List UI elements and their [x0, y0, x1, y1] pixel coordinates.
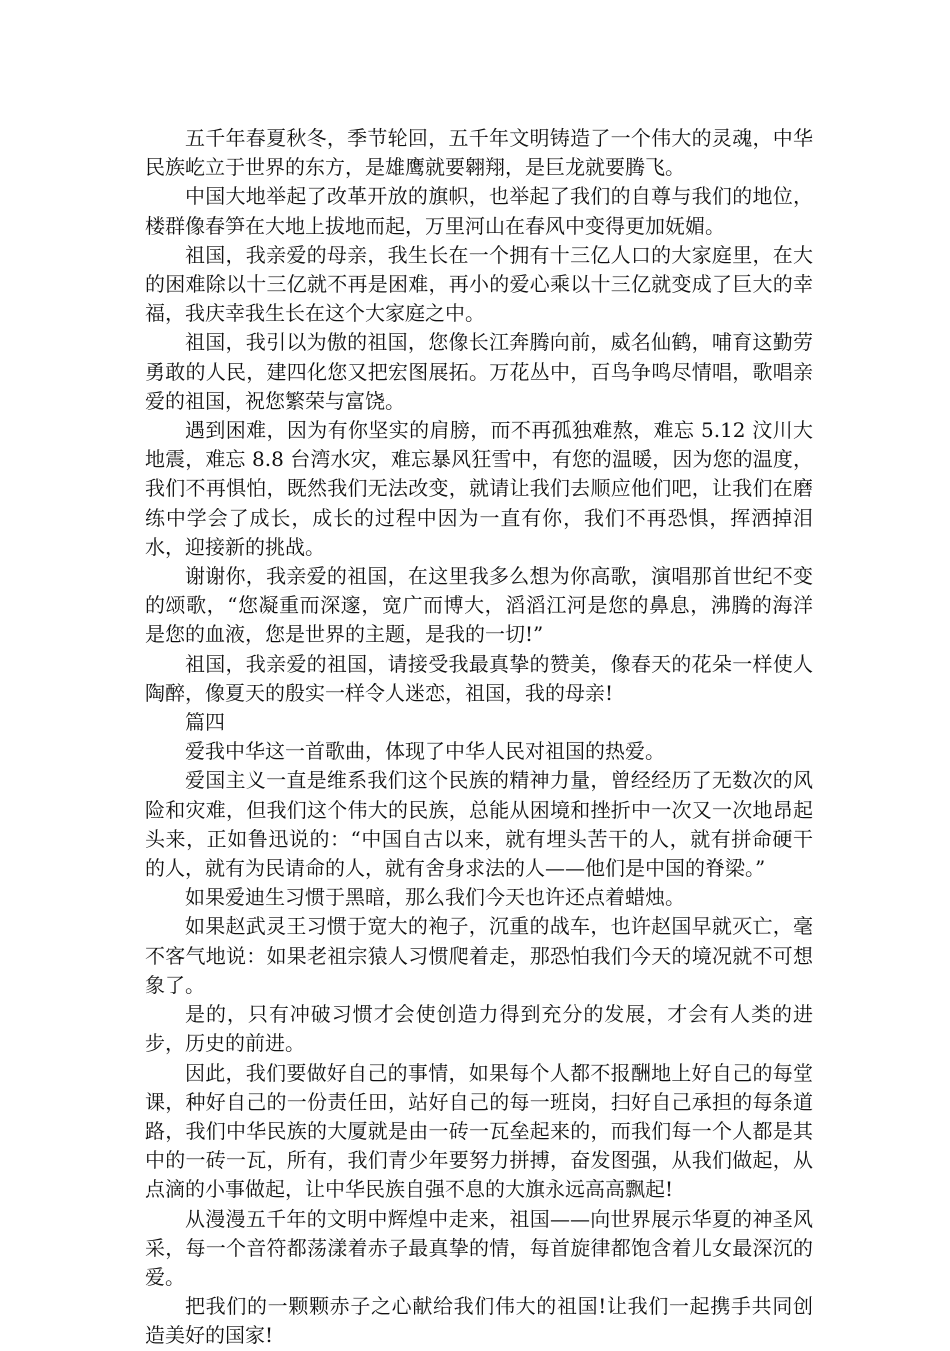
- paragraph: 祖国，我亲爱的祖国，请接受我最真挚的赞美，像春天的花朵一样使人陶醉，像夏天的殷实一样令人迷恋，祖国，我的母亲!: [145, 651, 813, 705]
- paragraph: 如果爱迪生习惯于黑暗，那么我们今天也许还点着蜡烛。: [185, 885, 685, 910]
- paragraph: 祖国，我亲爱的母亲，我生长在一个拥有十三亿人口的大家庭里，在大的困难除以十三亿就不再是困难，再小的爱心乘以十三亿就变成了巨大的幸福，我庆幸我生长在这个大家庭之中。: [145, 242, 813, 326]
- paragraph: 祖国，我引以为傲的祖国，您像长江奔腾向前，威名仙鹤，哺育这勤劳勇敢的人民，建四化您又把宏图展拓。万花丛中，百鸟争鸣尽情唱，歌唱亲爱的祖国，祝您繁荣与富饶。: [145, 330, 813, 413]
- section-heading: 篇四: [185, 710, 225, 735]
- paragraph: 从漫漫五千年的文明中辉煌中走来，祖国——向世界展示华夏的神圣风采，每一个音符都荡漾着赤子最真挚的情，每首旋律都饱含着儿女最深沉的爱。: [145, 1206, 813, 1289]
- paragraph: 五千年春夏秋冬，季节轮回，五千年文明铸造了一个伟大的灵魂，中华民族屹立于世界的东方，是雄鹰就要翱翔，是巨龙就要腾飞。: [145, 126, 813, 180]
- paragraph: 把我们的一颗颗赤子之心献给我们伟大的祖国!让我们一起携手共同创造美好的国家!: [145, 1294, 813, 1348]
- paragraph: 谢谢你，我亲爱的祖国，在这里我多么想为你高歌，演唱那首世纪不变的颂歌，“您凝重而深邃，宽广而博大，滔滔江河是您的鼻息，沸腾的海洋是您的血液，您是世界的主题，是我的一切!”: [145, 564, 813, 647]
- paragraph: 是的，只有冲破习惯才会使创造力得到充分的发展，才会有人类的进步，历史的前进。: [145, 1002, 813, 1056]
- paragraph: 因此，我们要做好自己的事情，如果每个人都不报酬地上好自己的每堂课，种好自己的一份责任田，站好自己的每一班岗，扫好自己承担的每条道路，我们中华民族的大厦就是由一砖一瓦垒起来的，而我们每一个人都是其中的一砖一瓦，所有，我们青少年要努力拼搏，奋发图强，从我们做起，从点滴的小事做起，让中华民族自强不息的大旗永远高高飘起!: [145, 1060, 813, 1202]
- paragraph: 如果赵武灵王习惯于宽大的袍子，沉重的战车，也许赵国早就灭亡，毫不客气地说：如果老祖宗猿人习惯爬着走，那恐怕我们今天的境况就不可想象了。: [145, 914, 813, 997]
- paragraph: 爱国主义一直是维系我们这个民族的精神力量，曾经经历了无数次的风险和灾难，但我们这个伟大的民族，总能从困境和挫折中一次又一次地昂起头来，正如鲁迅说的：“中国自古以来，就有埋头苦干的人，就有拼命硬干的人，就有为民请命的人，就有舍身求法的人——他们是中国的脊梁。”: [145, 768, 813, 881]
- document-body: [145, 124, 813, 1351]
- paragraph: 遇到困难，因为有你坚实的肩膀，而不再孤独难熬，难忘 5.12 汶川大地震，难忘 8.8 台湾水灾，难忘暴风狂雪中，有您的温暖，因为您的温度，我们不再惧怕，既然我们无法改变，就请让我们去顺应他们吧，让我们在磨练中学会了成长，成长的过程中因为一直有你，我们不再恐惧，挥洒掉泪水，迎接新的挑战。: [145, 418, 813, 559]
- paragraph: 中国大地举起了改革开放的旗帜，也举起了我们的自尊与我们的地位，楼群像春笋在大地上拔地而起，万里河山在春风中变得更加妩媚。: [145, 184, 813, 238]
- paragraph: 爱我中华这一首歌曲，体现了中华人民对祖国的热爱。: [185, 739, 665, 764]
